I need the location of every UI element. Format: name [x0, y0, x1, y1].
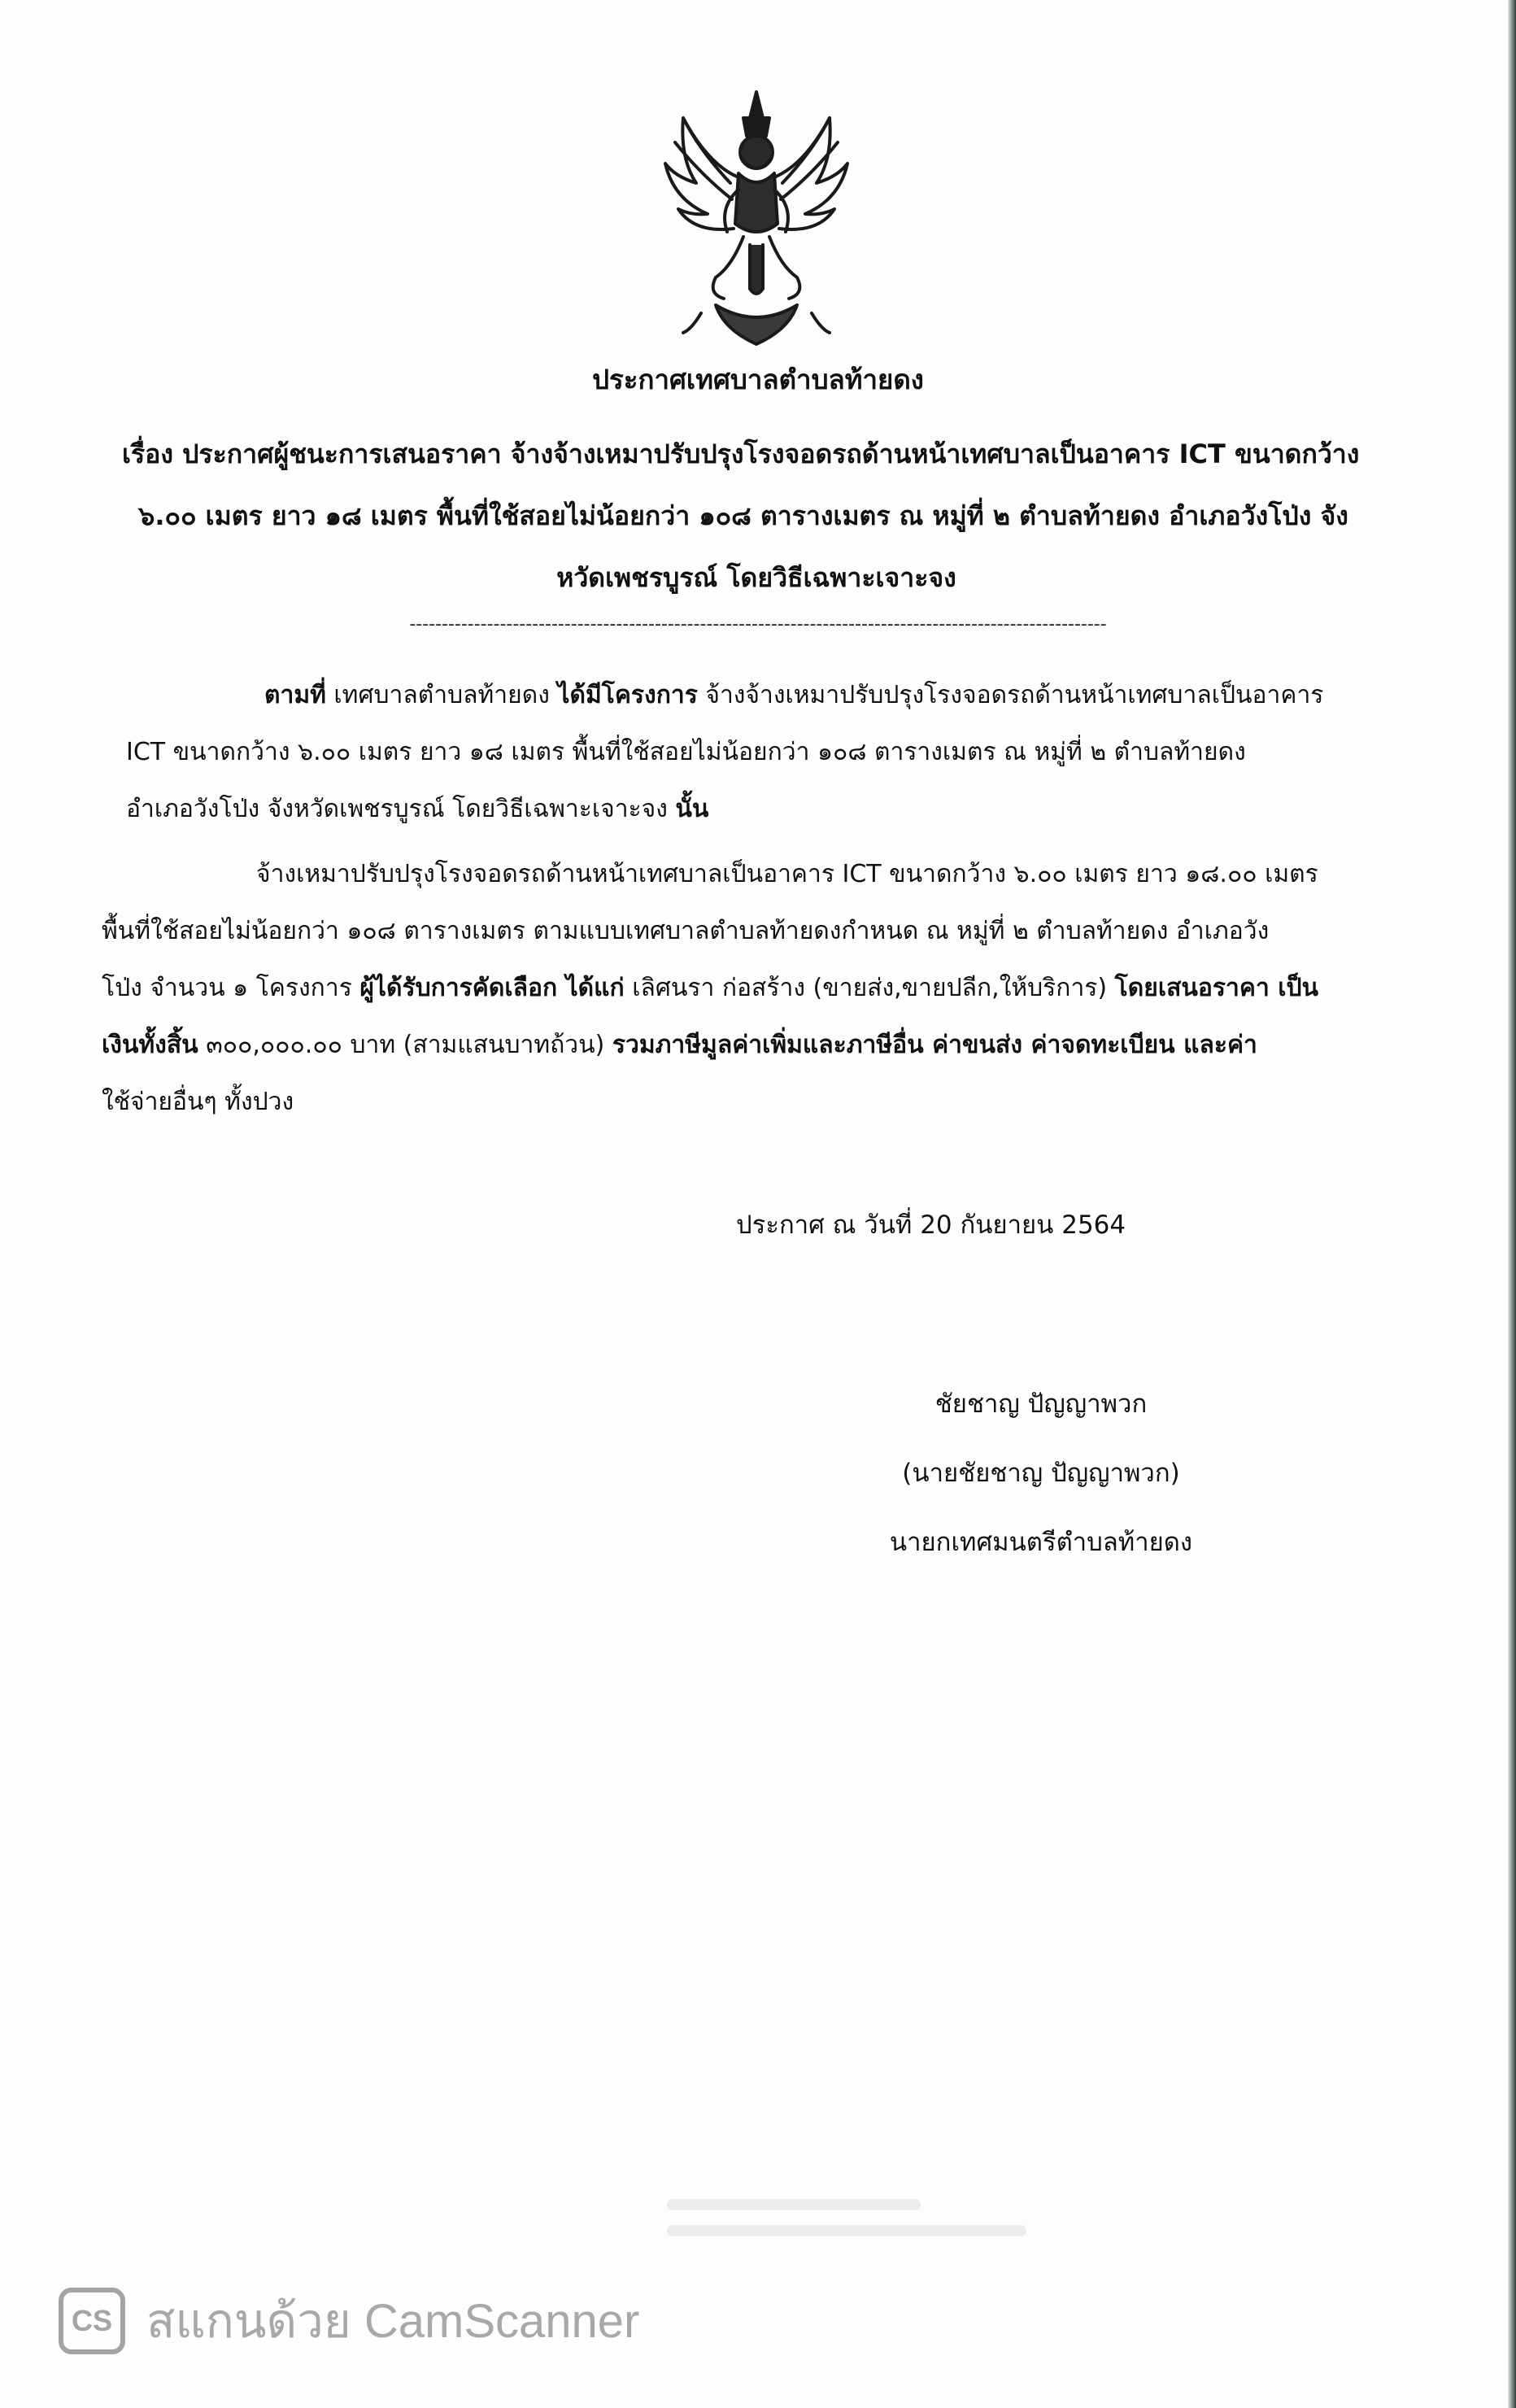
garuda-emblem-icon [659, 85, 854, 354]
signature-position: นายกเทศมนตรีตำบลท้ายดง [889, 1528, 1193, 1557]
paragraph-line: พื้นที่ใช้สอยไม่น้อยกว่า ๑๐๘ ตารางเมตร ตามแบบเทศบาลตำบลท้ายดงกำหนด ณ หมู่ที่ ๒ ตำบลท้ายดง อำเภอวัง [102, 917, 1270, 945]
announcement-date: ประกาศ ณ วันที่ 20 กันยายน 2564 [736, 1211, 1126, 1240]
watermark-text: สแกนด้วย CamScanner [146, 2295, 640, 2348]
paragraph-line: ใช้จ่ายอื่นๆ ทั้งปวง [102, 1088, 294, 1116]
subject-line: เรื่อง ประกาศผู้ชนะการเสนอราคา จ้างจ้างเหมาปรับปรุงโรงจอดรถด้านหน้าเทศบาลเป็นอาคาร ICT ขนาดกว้าง [122, 438, 1360, 469]
paragraph-line: ตามที่ เทศบาลตำบลท้ายดง ได้มีโครงการ จ้างจ้างเหมาปรับปรุงโรงจอดรถด้านหน้าเทศบาลเป็นอาคาร [264, 681, 1324, 709]
paragraph-line: อำเภอวังโป่ง จังหวัดเพชรบูรณ์ โดยวิธีเฉพาะเจาะจง นั้น [126, 795, 709, 823]
signature-name: ชัยชาญ ปัญญาพวก [934, 1389, 1148, 1419]
camscanner-logo-icon: CS [59, 2288, 125, 2354]
bleed-through-marks [667, 2184, 1090, 2274]
paragraph-line: โป่ง จำนวน ๑ โครงการ ผู้ได้รับการคัดเลือก ได้แก่ เลิศนรา ก่อสร้าง (ขายส่ง,ขายปลีก,ให้บริการ) โดยเสนอราคา เป็น [102, 974, 1319, 1002]
paragraph-background [126, 667, 1362, 838]
subject-line: หวัดเพชรบูรณ์ โดยวิธีเฉพาะเจาะจง [556, 562, 956, 593]
paragraph-award [102, 846, 1370, 1131]
paragraph-line: จ้างเหมาปรับปรุงโรงจอดรถด้านหน้าเทศบาลเป็นอาคาร ICT ขนาดกว้าง ๖.๐๐ เมตร ยาว ๑๘.๐๐ เมตร [256, 860, 1318, 888]
dashed-divider: ------------------------------------------------------------------------------------------------------------ [409, 614, 1107, 635]
subject-line: ๖.๐๐ เมตร ยาว ๑๘ เมตร พื้นที่ใช้สอยไม่น้อยกว่า ๑๐๘ ตารางเมตร ณ หมู่ที่ ๒ ตำบลท้ายดง อำเภอวังโป่ง จัง [138, 500, 1348, 531]
camscanner-watermark [59, 2283, 639, 2358]
announcement-title: ประกาศเทศบาลตำบลท้ายดง [592, 364, 924, 395]
announcement-subject [122, 423, 1391, 609]
paragraph-line: ICT ขนาดกว้าง ๖.๐๐ เมตร ยาว ๑๘ เมตร พื้นที่ใช้สอยไม่น้อยกว่า ๑๐๘ ตารางเมตร ณ หมู่ที่ ๒ ตำบลท้ายดง [126, 738, 1246, 766]
signature-printed-name: (นายชัยชาญ ปัญญาพวก) [902, 1459, 1180, 1488]
paragraph-line: เงินทั้งสิ้น ๓๐๐,๐๐๐.๐๐ บาท (สามแสนบาทถ้วน) รวมภาษีมูลค่าเพิ่มและภาษีอื่น ค่าขนส่ง ค่าจดทะเบียน และค่า [102, 1031, 1257, 1059]
